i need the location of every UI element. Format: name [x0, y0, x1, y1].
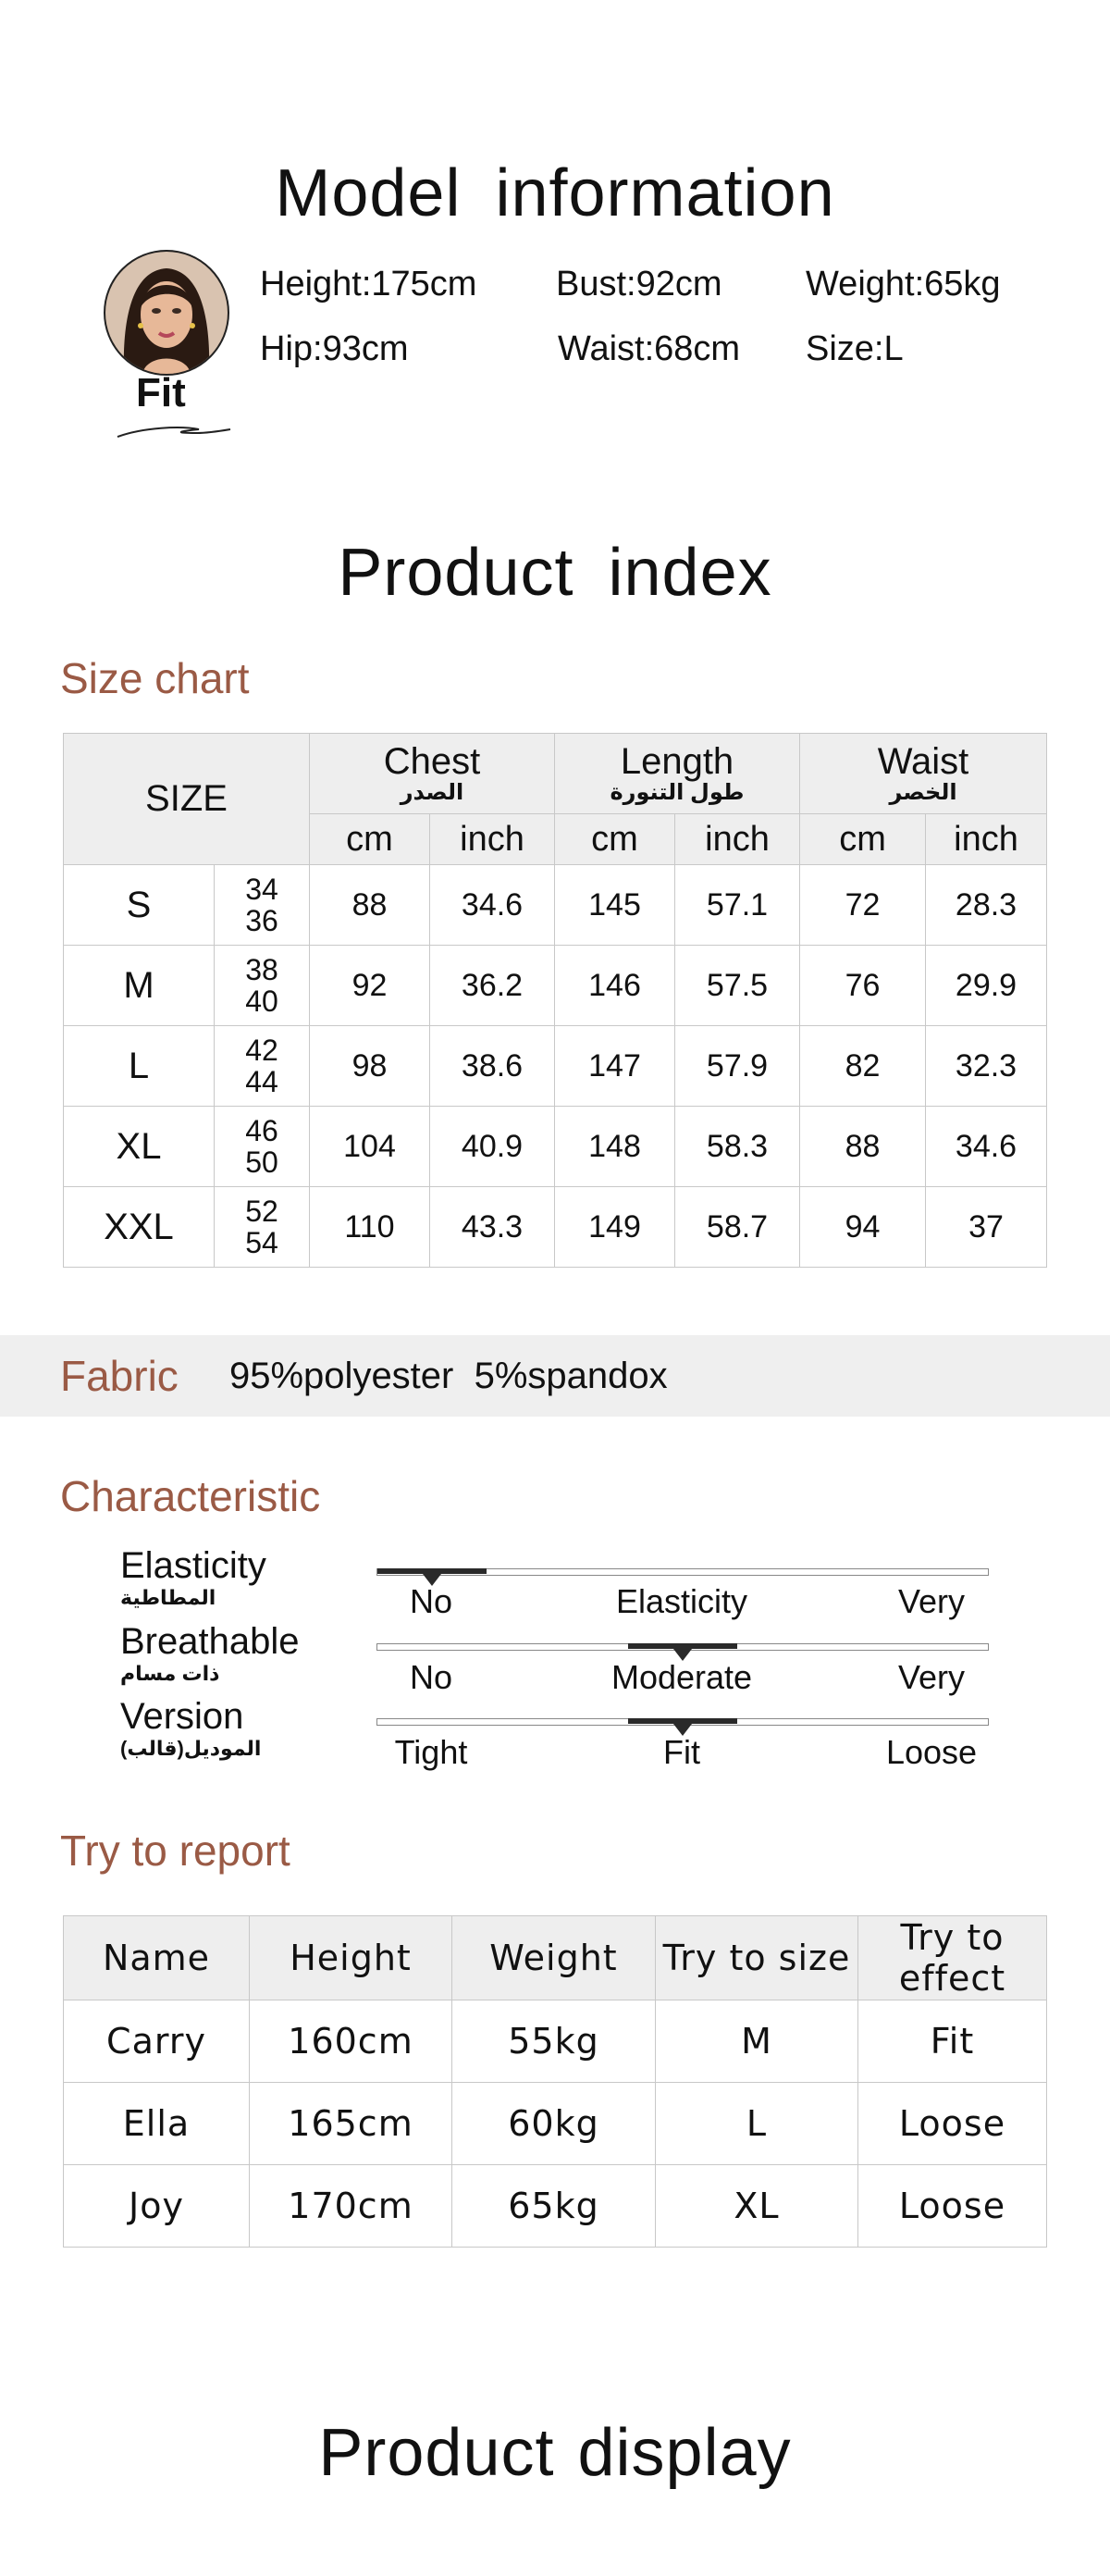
value-cell: 57.1	[675, 865, 800, 946]
model-bust: Bust:92cm	[556, 265, 722, 303]
model-info-title: Model information	[275, 156, 835, 230]
product-index-title: Product index	[338, 536, 772, 610]
cell: Loose	[858, 2165, 1047, 2248]
cell: Carry	[64, 2000, 250, 2083]
value-cell: 82	[800, 1026, 926, 1107]
scale-label: Moderate	[610, 1658, 753, 1696]
value-cell: 38.6	[430, 1026, 555, 1107]
table-row	[64, 2165, 1047, 2248]
scale-label: Tight	[394, 1733, 468, 1771]
value-cell: 98	[310, 1026, 430, 1107]
value-cell: 29.9	[926, 946, 1047, 1026]
unit-header: inch	[675, 814, 800, 865]
fabric-label: Fabric	[60, 1352, 179, 1400]
waist-header: Waist الخصر	[800, 734, 1047, 814]
cell: 165cm	[250, 2083, 452, 2165]
scale-label: Elasticity	[615, 1582, 748, 1620]
column-header: Weight	[452, 1916, 656, 2000]
table-row	[64, 1107, 1047, 1187]
eu-size-cell: 42 44	[215, 1026, 310, 1107]
value-cell: 92	[310, 946, 430, 1026]
version-label: Version الموديل(قالب)	[120, 1696, 262, 1760]
eu-size-cell: 38 40	[215, 946, 310, 1026]
length-header: Length طول التنورة	[555, 734, 800, 814]
value-cell: 34.6	[430, 865, 555, 946]
size-cell: M	[64, 946, 215, 1026]
model-avatar	[104, 250, 229, 376]
cell: 160cm	[250, 2000, 452, 2083]
eu-size-cell: 46 50	[215, 1107, 310, 1187]
breathable-label: Breathable ذات مسام	[120, 1621, 300, 1685]
cell: M	[656, 2000, 858, 2083]
size-cell: XXL	[64, 1187, 215, 1268]
fabric-value: 95%polyester 5%spandox	[229, 1356, 668, 1396]
model-height: Height:175cm	[260, 265, 477, 303]
model-hip: Hip:93cm	[260, 329, 409, 368]
size-cell: L	[64, 1026, 215, 1107]
model-waist: Waist:68cm	[558, 329, 741, 368]
table-row	[64, 2000, 1047, 2083]
value-cell: 94	[800, 1187, 926, 1268]
value-cell: 58.7	[675, 1187, 800, 1268]
breathable-scale	[376, 1643, 989, 1651]
unit-header: inch	[430, 814, 555, 865]
swoosh-icon	[116, 415, 236, 442]
unit-header: cm	[555, 814, 675, 865]
value-cell: 40.9	[430, 1107, 555, 1187]
value-cell: 58.3	[675, 1107, 800, 1187]
value-cell: 32.3	[926, 1026, 1047, 1107]
scale-label: Very	[897, 1582, 966, 1620]
cell: Joy	[64, 2165, 250, 2248]
size-chart-title: Size chart	[60, 654, 250, 702]
table-row	[64, 2083, 1047, 2165]
eu-size-cell: 52 54	[215, 1187, 310, 1268]
table-row	[64, 865, 1047, 946]
cell: 65kg	[452, 2165, 656, 2248]
unit-header: inch	[926, 814, 1047, 865]
value-cell: 148	[555, 1107, 675, 1187]
cell: Fit	[858, 2000, 1047, 2083]
table-row	[64, 1187, 1047, 1268]
scale-label: Very	[897, 1658, 966, 1696]
scale-label: Loose	[885, 1733, 978, 1771]
try-report-title: Try to report	[60, 1827, 290, 1875]
size-header: SIZE	[64, 734, 310, 865]
column-header: Try to effect	[858, 1916, 1047, 2000]
size-chart-table	[63, 733, 1047, 1268]
table-row	[64, 946, 1047, 1026]
value-cell: 57.5	[675, 946, 800, 1026]
scale-label: No	[409, 1658, 453, 1696]
value-cell: 57.9	[675, 1026, 800, 1107]
value-cell: 28.3	[926, 865, 1047, 946]
cell: 60kg	[452, 2083, 656, 2165]
value-cell: 110	[310, 1187, 430, 1268]
value-cell: 88	[310, 865, 430, 946]
value-cell: 76	[800, 946, 926, 1026]
value-cell: 43.3	[430, 1187, 555, 1268]
column-header: Try to size	[656, 1916, 858, 2000]
cell: 170cm	[250, 2165, 452, 2248]
cell: L	[656, 2083, 858, 2165]
value-cell: 145	[555, 865, 675, 946]
table-row	[64, 1026, 1047, 1107]
value-cell: 72	[800, 865, 926, 946]
unit-header: cm	[800, 814, 926, 865]
elasticity-scale	[376, 1568, 989, 1576]
chest-header: Chest الصدر	[310, 734, 555, 814]
try-report-table	[63, 1915, 1047, 2248]
cell: Loose	[858, 2083, 1047, 2165]
value-cell: 88	[800, 1107, 926, 1187]
cell: XL	[656, 2165, 858, 2248]
value-cell: 147	[555, 1026, 675, 1107]
cell: Ella	[64, 2083, 250, 2165]
version-scale	[376, 1718, 989, 1726]
fit-logo-text: Fit	[136, 370, 186, 415]
value-cell: 36.2	[430, 946, 555, 1026]
size-cell: XL	[64, 1107, 215, 1187]
scale-label: No	[409, 1582, 453, 1620]
model-size: Size:L	[806, 329, 904, 368]
value-cell: 149	[555, 1187, 675, 1268]
size-cell: S	[64, 865, 215, 946]
fit-logo	[116, 370, 236, 444]
model-weight: Weight:65kg	[806, 265, 1001, 303]
eu-size-cell: 34 36	[215, 865, 310, 946]
cell: 55kg	[452, 2000, 656, 2083]
value-cell: 37	[926, 1187, 1047, 1268]
value-cell: 104	[310, 1107, 430, 1187]
column-header: Height	[250, 1916, 452, 2000]
product-display-title: Product display	[318, 2416, 792, 2490]
unit-header: cm	[310, 814, 430, 865]
elasticity-label: Elasticity المطاطية	[120, 1545, 266, 1609]
value-cell: 34.6	[926, 1107, 1047, 1187]
characteristic-title: Characteristic	[60, 1472, 321, 1520]
scale-label: Fit	[663, 1733, 700, 1771]
value-cell: 146	[555, 946, 675, 1026]
column-header: Name	[64, 1916, 250, 2000]
